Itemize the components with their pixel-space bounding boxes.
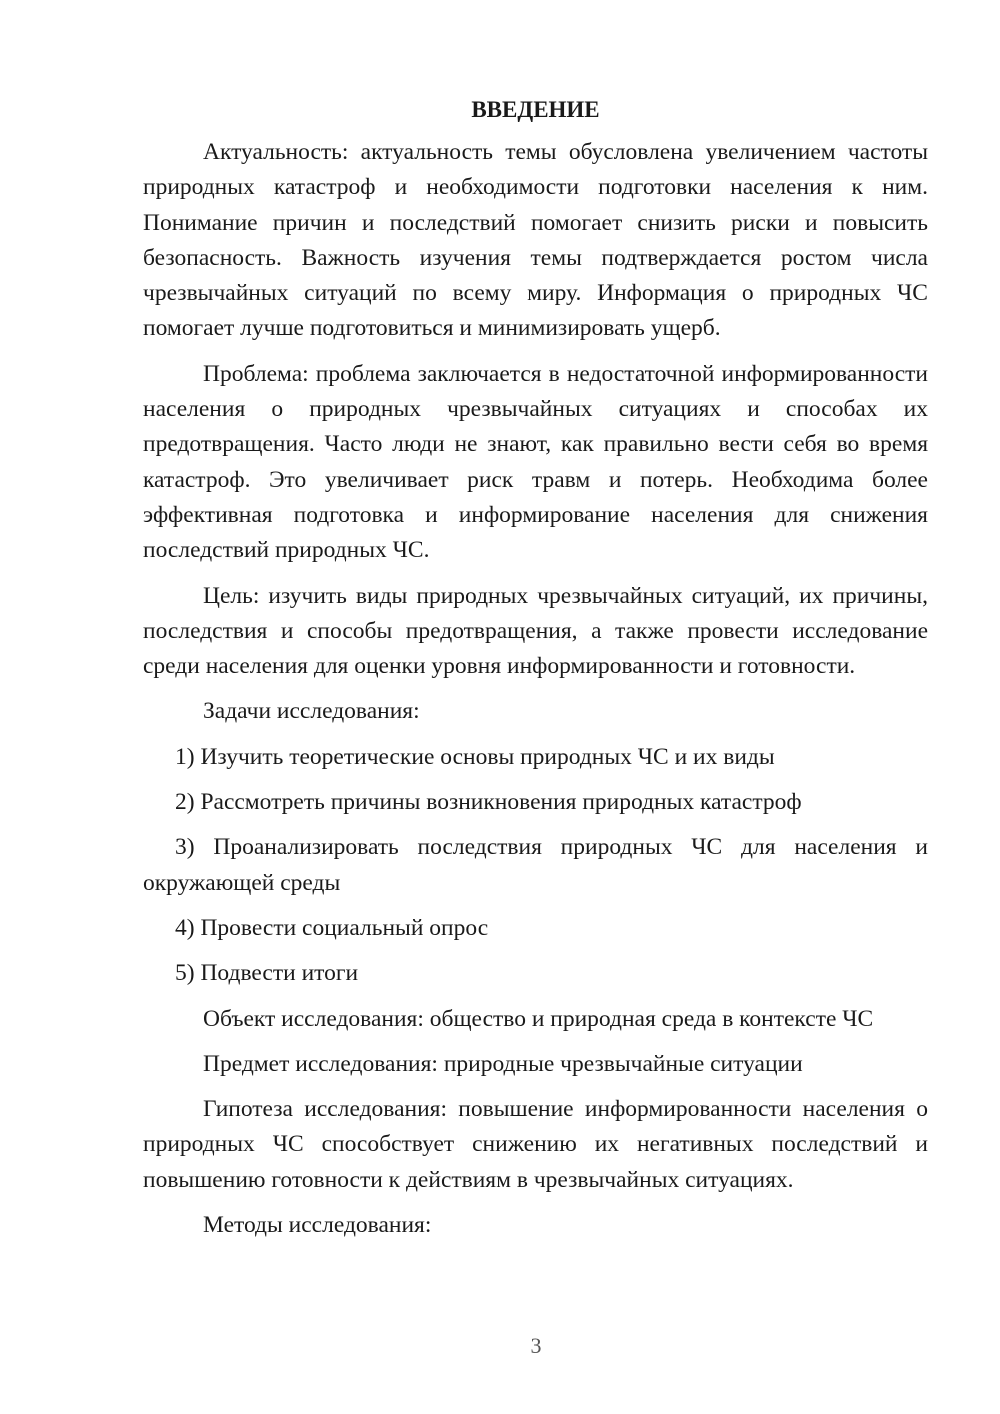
relevance-paragraph: Актуальность: актуальность темы обусловлена увеличением частоты природных катастроф и необходимости подготовки населения к ним. Понимание причин и последствий помогает снизить риски и повысить безопасность. Важность изучения темы подтверждается ростом числа чрезвычайных ситуаций по всему миру. Информация о природных ЧС помогает лучше подготовиться и минимизировать ущерб. [143,139,928,342]
task-item: 5) Подвести итоги [175,960,359,987]
task-item: 1) Изучить теоретические основы природных ЧС и их виды [175,743,775,770]
tasks-list [143,740,928,992]
task-item: 4) Провести социальный опрос [175,914,489,941]
problem-paragraph: Проблема: проблема заключается в недостаточной информированности населения о природных чрезвычайных ситуациях и способах их предотвращения. Часто люди не знают, как правильно вести себя во время катастроф. Это увеличивает риск травм и потерь. Необходима более эффективная подготовка и информирование населения для снижения последствий природных ЧС. [143,360,928,564]
subject-paragraph: Предмет исследования: природные чрезвычайные ситуации [203,1050,803,1077]
object-paragraph: Объект исследования: общество и природная среда в контексте ЧС [203,1005,874,1032]
task-item: 3) Проанализировать последствия природных ЧС для населения и окружающей среды [143,834,928,896]
hypothesis-paragraph: Гипотеза исследования: повышение информированности населения о природных ЧС способствует снижению их негативных последствий и повышению готовности к действиям в чрезвычайных ситуациях. [143,1096,928,1193]
goal-paragraph: Цель: изучить виды природных чрезвычайных ситуаций, их причины, последствия и способы предотвращения, а также провести исследование среди населения для оценки уровня информированности и готовности. [143,582,928,680]
task-item: 2) Рассмотреть причины возникновения природных катастроф [175,789,802,816]
tasks-title: Задачи исследования: [203,698,420,725]
document-page [143,92,928,1243]
page-number: 3 [530,1333,542,1358]
methods-paragraph: Методы исследования: [203,1212,432,1239]
document-heading: ВВЕДЕНИЕ [471,97,600,122]
